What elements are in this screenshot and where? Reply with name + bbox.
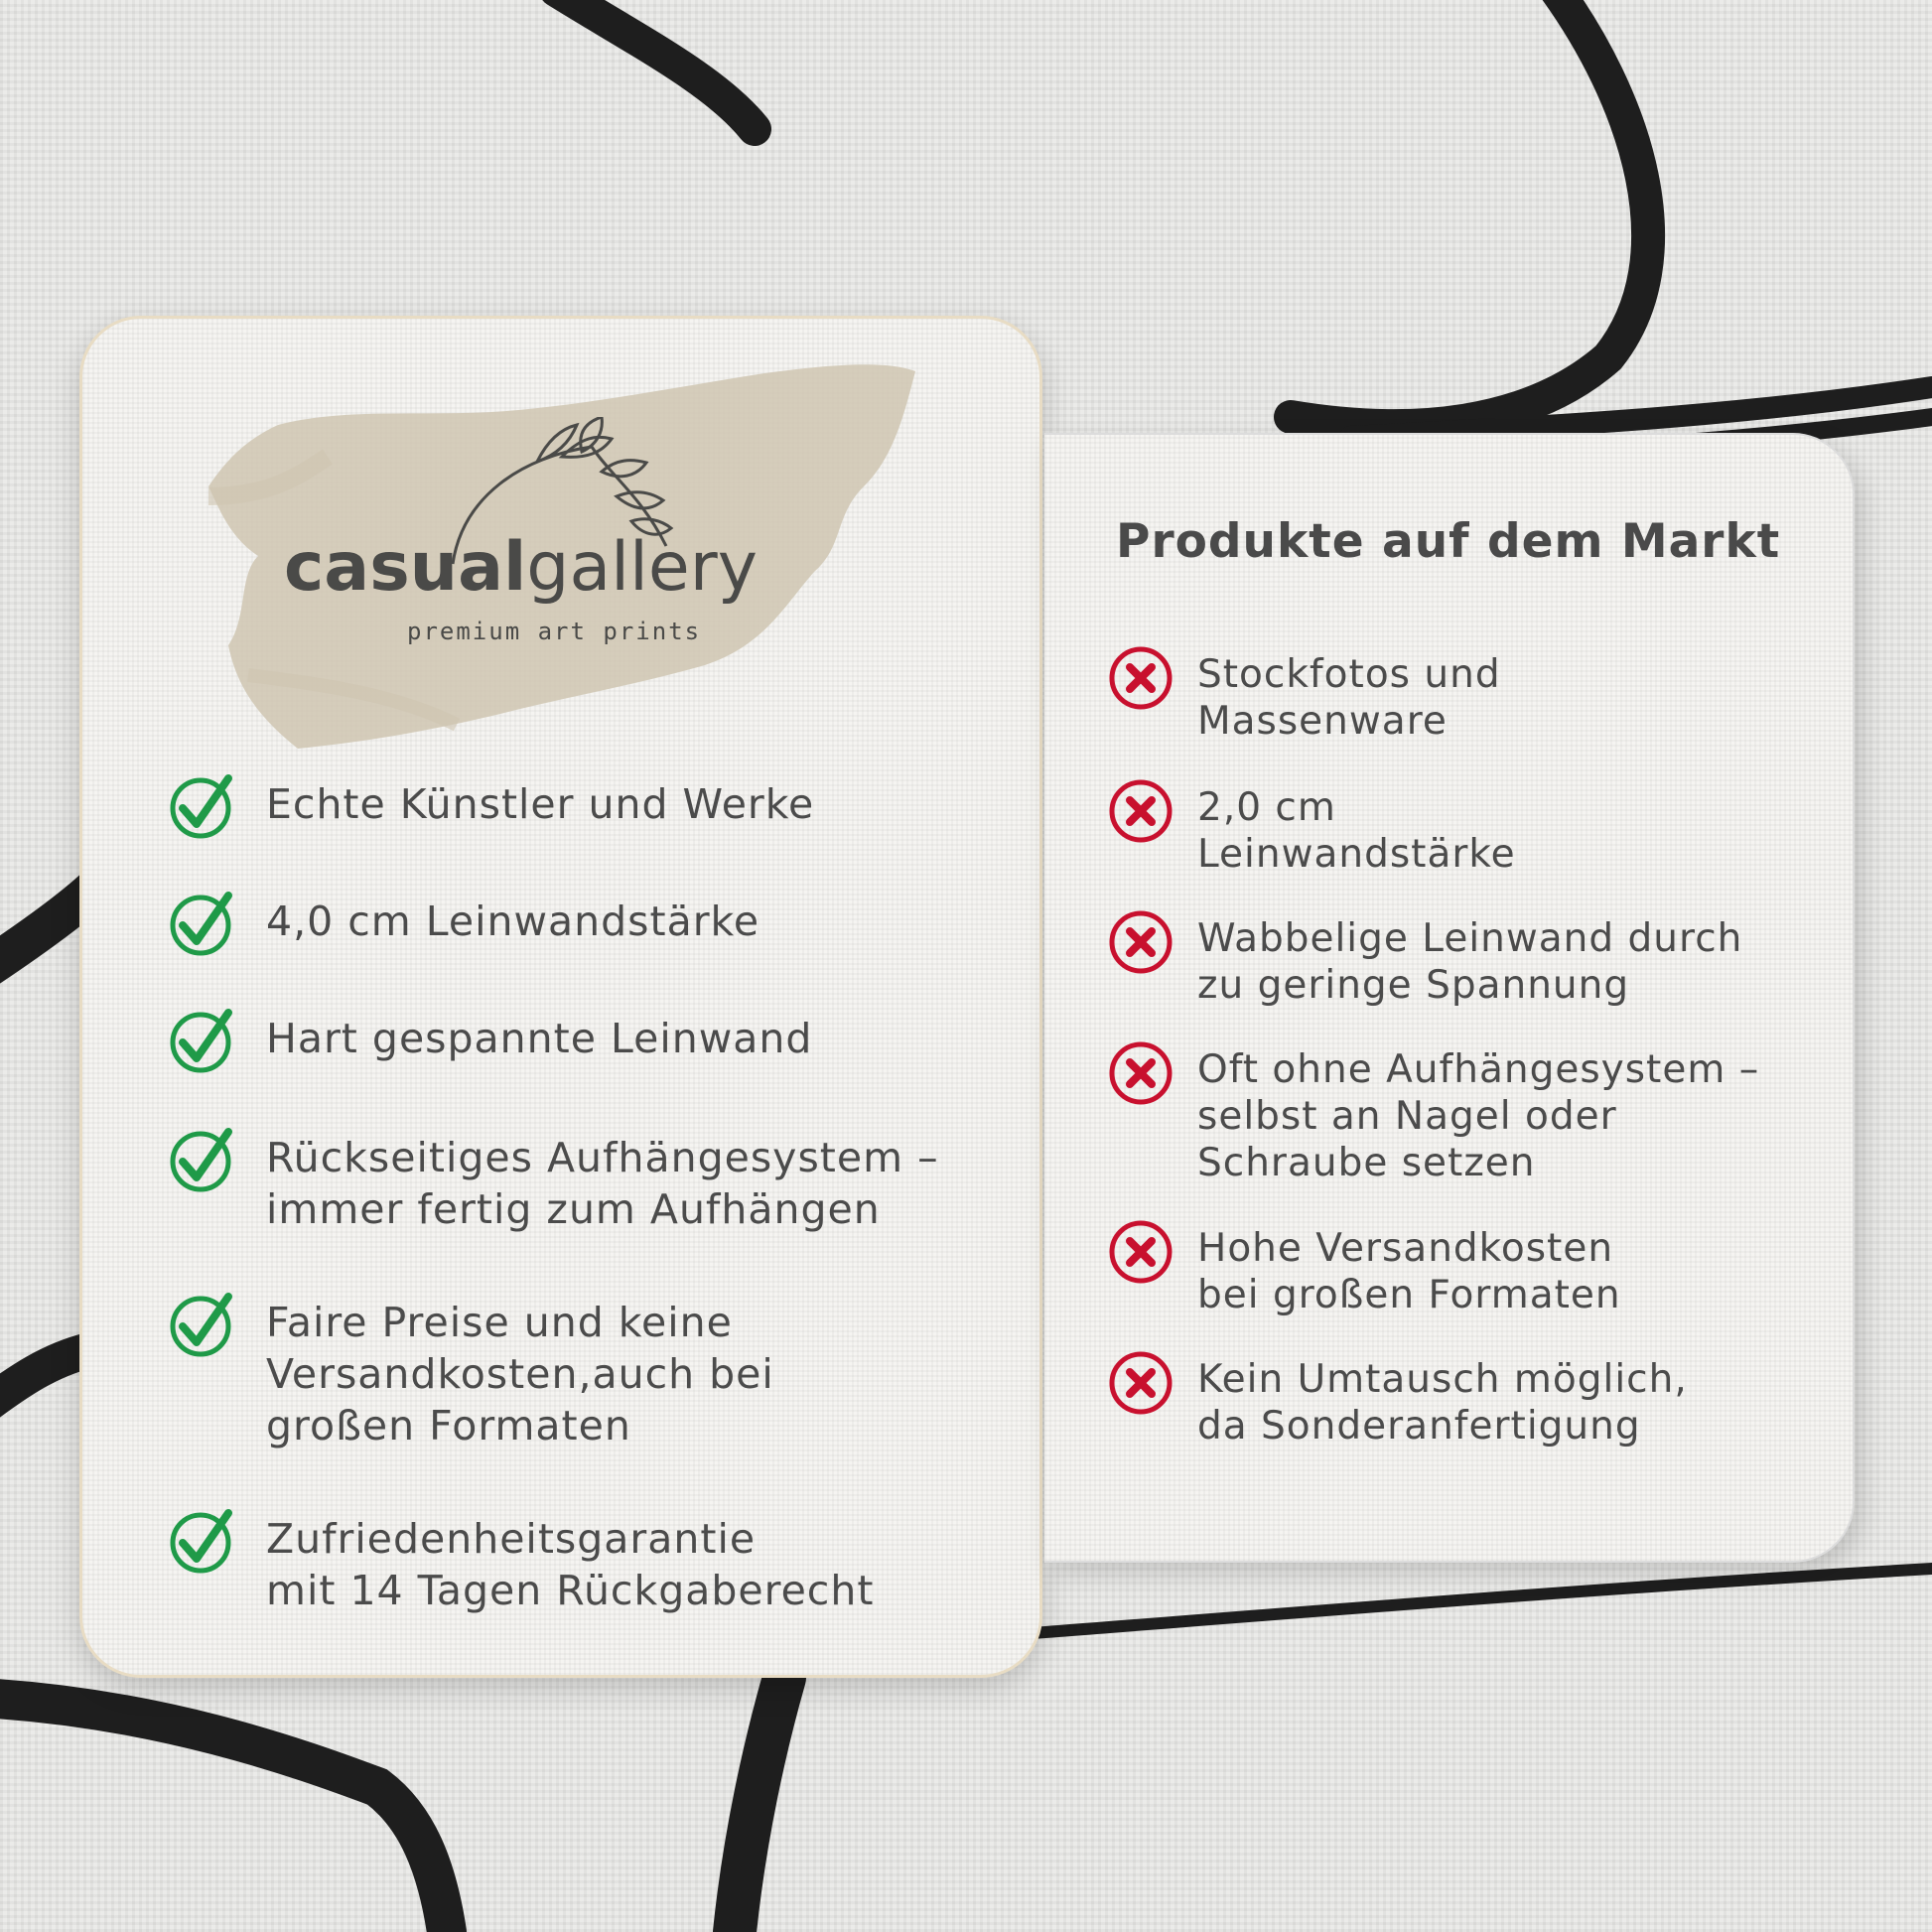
advantage-text: Zufriedenheitsgarantie mit 14 Tagen Rückgaberecht	[266, 1515, 875, 1614]
brand-wordmark	[284, 528, 800, 607]
list-item	[1108, 651, 1501, 745]
advantage-text: Faire Preise und keine Versandkosten,auch bei großen Formaten	[266, 1299, 774, 1449]
brand-name-gallery: gallery	[526, 528, 758, 607]
list-item	[167, 1297, 774, 1451]
list-item	[1108, 915, 1742, 1009]
market-title: Produkte auf dem Markt	[1116, 514, 1781, 569]
brand-name-casual: casual	[284, 528, 527, 607]
check-icon	[167, 1289, 236, 1358]
advantage-text: Echte Künstler und Werke	[266, 780, 815, 828]
drawback-text: Oft ohne Aufhängesystem – selbst an Nagel oder Schraube setzen	[1197, 1047, 1760, 1185]
cross-icon	[1108, 778, 1173, 844]
drawback-text: 2,0 cm Leinwandstärke	[1197, 785, 1516, 877]
list-item	[1108, 1356, 1688, 1449]
drawback-text: Stockfotos und Massenware	[1197, 652, 1501, 744]
cross-icon	[1108, 1040, 1173, 1106]
cross-icon	[1108, 1219, 1173, 1285]
cross-icon	[1108, 909, 1173, 975]
check-icon	[167, 888, 236, 957]
cross-icon	[1108, 1350, 1173, 1416]
list-item	[167, 1513, 874, 1616]
drawback-text: Kein Umtausch möglich, da Sonderanfertigung	[1197, 1357, 1688, 1449]
list-item	[167, 778, 814, 840]
check-icon	[167, 1124, 236, 1193]
casualgallery-logo	[208, 347, 923, 764]
check-icon	[167, 770, 236, 840]
cross-icon	[1108, 645, 1173, 711]
list-item	[167, 896, 759, 957]
advantage-text: 4,0 cm Leinwandstärke	[266, 897, 760, 945]
list-item	[1108, 1225, 1621, 1318]
list-item	[167, 1132, 939, 1235]
brand-tagline: premium art prints	[407, 618, 702, 645]
drawback-text: Wabbelige Leinwand durch zu geringe Spannung	[1197, 916, 1743, 1008]
drawback-text: Hohe Versandkosten bei großen Formaten	[1197, 1226, 1621, 1317]
list-item	[1108, 1046, 1759, 1186]
advantage-text: Hart gespannte Leinwand	[266, 1015, 813, 1062]
list-item	[1108, 784, 1516, 878]
list-item	[167, 1013, 812, 1074]
advantage-text: Rückseitiges Aufhängesystem – immer fertig zum Aufhängen	[266, 1134, 939, 1233]
check-icon	[167, 1505, 236, 1575]
check-icon	[167, 1005, 236, 1074]
